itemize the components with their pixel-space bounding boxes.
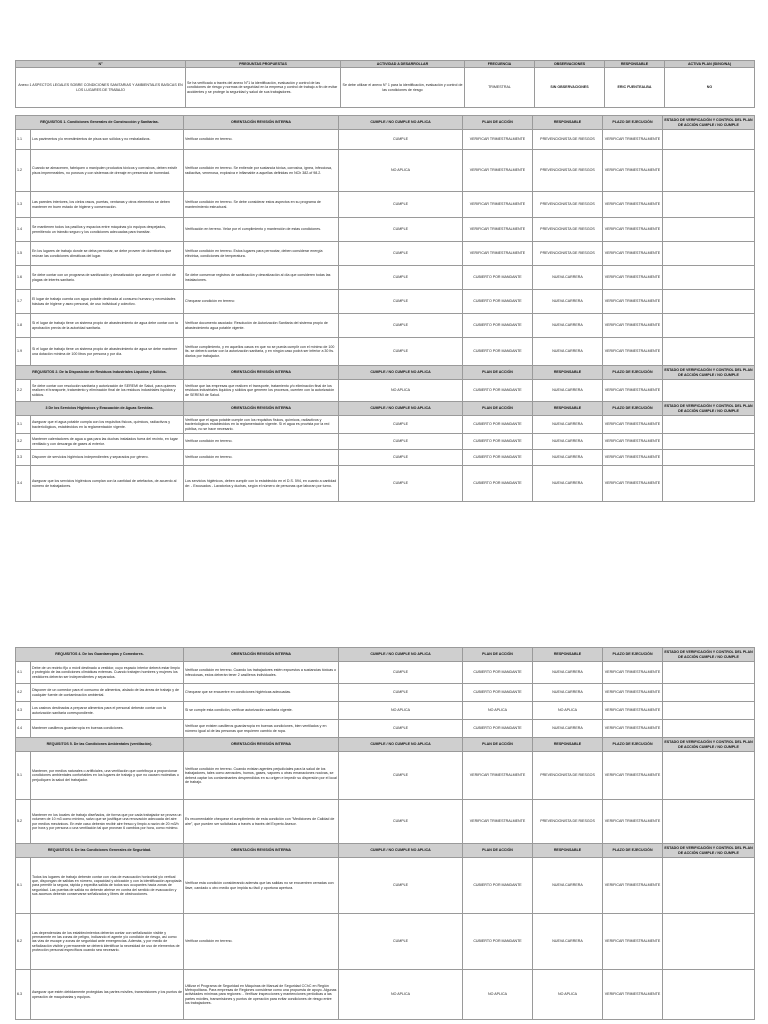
compliance-cell: NO APLICA bbox=[339, 380, 463, 402]
action-plan-cell: CUBIERTO POR MANDANTE bbox=[463, 662, 533, 684]
action-plan-cell: CUBIERTO POR MANDANTE bbox=[463, 314, 533, 338]
deadline-cell: VERIFICAR TRIMESTRALMENTE bbox=[603, 266, 663, 290]
orientation-cell: Si se cumple esta condición, verificar autorización sanitaria vigente. bbox=[184, 702, 339, 720]
deadline-cell: VERIFICAR TRIMESTRALMENTE bbox=[603, 970, 663, 1020]
requirement-cell: Los casinos destinados a preparar alimentos para el personal deberán contar con la autorización sanitaria correspondiente. bbox=[31, 702, 184, 720]
responsible-cell: NUEVA CARRERA bbox=[533, 662, 603, 684]
deadline-cell: VERIFICAR TRIMESTRALMENTE bbox=[603, 218, 663, 242]
responsible-cell: PREVENCIONISTA DE RIESGOS bbox=[533, 150, 603, 192]
status-cell bbox=[663, 450, 755, 466]
action-plan-cell: VERIFICAR TRIMESTRALMENTE bbox=[463, 130, 533, 150]
action-plan-cell: VERIFICAR TRIMESTRALMENTE bbox=[463, 242, 533, 266]
orientation-cell: Chequear condición en terreno bbox=[184, 290, 339, 314]
requirement-cell: Disponer de un comedor para el consumo de alimentos, aislado de las áreas de trabajo y de cualquier fuente de contaminación ambiental. bbox=[31, 684, 184, 702]
deadline-cell: VERIFICAR TRIMESTRALMENTE bbox=[603, 242, 663, 266]
table-row bbox=[16, 266, 755, 290]
responsible-cell: NUEVA CARRERA bbox=[533, 416, 603, 434]
responsible-cell: NUEVA CARRERA bbox=[533, 338, 603, 366]
deadline-cell: VERIFICAR TRIMESTRALMENTE bbox=[603, 466, 663, 502]
compliance-cell: CUMPLE bbox=[339, 434, 463, 450]
orientation-cell: Verificar condición en terreno. Se entiende por sustancia tóxica, corrosiva, ígnea, infecciosa, radiactiva, venenosa, explosiva e inflamable a aquellas definidas en NCh 382.of 98.2. bbox=[184, 150, 339, 192]
responsible-cell: NUEVA CARRERA bbox=[533, 290, 603, 314]
orientation-cell: Es recomendable chequear el cumplimiento de esta condición con "Mediciones de Calidad de aire", que pueden ser solicitadas a través a través del Experto Asesor. bbox=[184, 800, 339, 844]
responsible-header-cell: RESPONSABLE bbox=[533, 402, 603, 416]
action-plan-cell: VERIFICAR TRIMESTRALMENTE bbox=[463, 800, 533, 844]
table-row bbox=[16, 192, 755, 218]
action-plan-cell: CUBIERTO POR MANDANTE bbox=[463, 338, 533, 366]
compliance-cell: CUMPLE bbox=[339, 450, 463, 466]
summary-responsible-cell: ERIC FUENTEALBA bbox=[605, 68, 665, 108]
responsible-cell: PREVENCIONISTA DE RIESGOS bbox=[533, 752, 603, 800]
row-number-cell: 4.1 bbox=[16, 662, 31, 684]
responsible-header-cell: RESPONSABLE bbox=[533, 366, 603, 380]
status-header-cell: ESTADO DE VERIFICACIÓN Y CONTROL DEL PLAN DE ACCIÓN CUMPLE / NO CUMPLE bbox=[663, 366, 755, 380]
action-plan-cell: NO APLICA bbox=[463, 702, 533, 720]
responsible-header-cell: RESPONSABLE bbox=[533, 116, 603, 130]
row-number-cell: 5.1 bbox=[16, 752, 31, 800]
deadline-cell: VERIFICAR TRIMESTRALMENTE bbox=[603, 702, 663, 720]
compliance-cell: CUMPLE bbox=[339, 192, 463, 218]
orientation-header-cell: ORIENTACIÓN REVISIÓN INTERNA bbox=[184, 366, 339, 380]
row-number-cell: 3.4 bbox=[16, 466, 31, 502]
deadline-cell: VERIFICAR TRIMESTRALMENTE bbox=[603, 338, 663, 366]
status-cell bbox=[663, 266, 755, 290]
orientation-header-cell: ORIENTACIÓN REVISIÓN INTERNA bbox=[184, 402, 339, 416]
deadline-header-cell: PLAZO DE EJECUCIÓN bbox=[603, 116, 663, 130]
status-header-cell: ESTADO DE VERIFICACIÓN Y CONTROL DEL PLAN DE ACCIÓN CUMPLE / NO CUMPLE bbox=[663, 844, 755, 858]
deadline-cell: VERIFICAR TRIMESTRALMENTE bbox=[603, 130, 663, 150]
action-plan-header-cell: PLAN DE ACCIÓN bbox=[463, 844, 533, 858]
responsible-cell: PREVENCIONISTA DE RIESGOS bbox=[533, 242, 603, 266]
row-number-cell: 1.6 bbox=[16, 266, 31, 290]
orientation-cell: Verificar condición en terreno. bbox=[184, 434, 339, 450]
compliance-cell: CUMPLE bbox=[339, 684, 463, 702]
section-title-cell: REQUISITOS 5. De las Condiciones Ambientales (ventilación). bbox=[16, 738, 184, 752]
row-number-cell: 3.3 bbox=[16, 450, 31, 466]
row-number-cell: 1.4 bbox=[16, 218, 31, 242]
status-header-cell: ESTADO DE VERIFICACIÓN Y CONTROL DEL PLAN DE ACCIÓN CUMPLE / NO CUMPLE bbox=[663, 738, 755, 752]
summary-question-cell: Se ha verificado a través del anexo N°1 la identificación, evaluación y control de las condiciones de riesgo y normas de seguridad en la empresa y control de trabajo a fin de evitar accidentes y se protege la seguridad y salud de sus trabajadores. bbox=[186, 68, 341, 108]
section-header-row bbox=[16, 738, 755, 752]
deadline-header-cell: PLAZO DE EJECUCIÓN bbox=[603, 738, 663, 752]
status-cell bbox=[663, 338, 755, 366]
deadline-cell: VERIFICAR TRIMESTRALMENTE bbox=[603, 858, 663, 914]
requirement-cell: Asegurar que el agua potable cumpla con los requisitos físicos, químicos, radiactivos y bacteriológicos, establecidos en la reglamentación vigente. bbox=[31, 416, 184, 434]
requirement-cell: Si el lugar de trabajo tiene un sistema propio de abastecimiento de agua debe contar con la aprobación previa de la autoridad sanitaria. bbox=[31, 314, 184, 338]
deadline-cell: VERIFICAR TRIMESTRALMENTE bbox=[603, 662, 663, 684]
table-row bbox=[16, 684, 755, 702]
deadline-header-cell: PLAZO DE EJECUCIÓN bbox=[603, 844, 663, 858]
responsible-header-cell: RESPONSABLE bbox=[533, 738, 603, 752]
summary-header-cell: N° bbox=[16, 61, 186, 68]
requirement-cell: Mantener calentadores de agua a gas para las duchas instalados fuera del recinto, en lugar ventilado y con descarga de gases al exterior. bbox=[31, 434, 184, 450]
action-plan-cell: CUBIERTO POR MANDANTE bbox=[463, 434, 533, 450]
status-cell bbox=[663, 192, 755, 218]
row-number-cell: 1.3 bbox=[16, 192, 31, 218]
table-row bbox=[16, 338, 755, 366]
row-number-cell: 3.1 bbox=[16, 416, 31, 434]
orientation-cell: Verificación en terreno. Velar por el cumplimiento y mantención de estas condiciones. bbox=[184, 218, 339, 242]
responsible-cell: NUEVA CARRERA bbox=[533, 266, 603, 290]
row-number-cell: 1.8 bbox=[16, 314, 31, 338]
status-cell bbox=[663, 684, 755, 702]
orientation-cell: Verificar que existen casilleros guardarropía en buenas condiciones, bien ventilados y en número igual al de las personas que requieren cambio de ropa. bbox=[184, 720, 339, 738]
status-header-cell: ESTADO DE VERIFICACIÓN Y CONTROL DEL PLAN DE ACCIÓN CUMPLE / NO CUMPLE bbox=[663, 648, 755, 662]
status-cell bbox=[663, 858, 755, 914]
status-cell bbox=[663, 218, 755, 242]
orientation-header-cell: ORIENTACIÓN REVISIÓN INTERNA bbox=[184, 116, 339, 130]
row-number-cell: 4.4 bbox=[16, 720, 31, 738]
orientation-header-cell: ORIENTACIÓN REVISIÓN INTERNA bbox=[184, 648, 339, 662]
table-row bbox=[16, 970, 755, 1020]
summary-header-cell: OBSERVACIONES bbox=[535, 61, 605, 68]
table-row bbox=[16, 858, 755, 914]
orientation-cell: Verificar condición en terreno. Cuando los trabajadores estén expuestos a sustancias tóxicas o infecciosas, estos deberán tener 2 casilleros individuales. bbox=[184, 662, 339, 684]
compliance-cell: CUMPLE bbox=[339, 130, 463, 150]
action-plan-header-cell: PLAN DE ACCIÓN bbox=[463, 738, 533, 752]
responsible-header-cell: RESPONSABLE bbox=[533, 648, 603, 662]
action-plan-cell: VERIFICAR TRIMESTRALMENTE bbox=[463, 150, 533, 192]
table-row bbox=[16, 914, 755, 970]
compliance-cell: NO APLICA bbox=[339, 150, 463, 192]
compliance-cell: CUMPLE bbox=[339, 466, 463, 502]
action-plan-header-cell: PLAN DE ACCIÓN bbox=[463, 116, 533, 130]
action-plan-header-cell: PLAN DE ACCIÓN bbox=[463, 366, 533, 380]
section-header-row bbox=[16, 116, 755, 130]
summary-activity-cell: Se debe utilizar el anexo N° 1 para la identificación, evaluación y control de las condiciones de riesgo bbox=[341, 68, 465, 108]
responsible-cell: NUEVA CARRERA bbox=[533, 314, 603, 338]
responsible-cell: NO APLICA bbox=[533, 970, 603, 1020]
summary-header-cell: ACTIVIDAD A DESARROLLAR bbox=[341, 61, 465, 68]
requirement-cell: Asegurar que estén debidamente protegidas las partes móviles, transmisiones y los puntos de operación de maquinarias y equipos. bbox=[31, 970, 184, 1020]
compliance-cell: CUMPLE bbox=[339, 266, 463, 290]
orientation-cell: Utilizar el Programa de Seguridad en Máquinas de Manual de Seguridad CChC en Región Metropolitana. Para empresas de Regiones considerar como una propuesta de apoyo. Algunas actividades mínimas para regiones: - Verificar inspecciones y mantenciones periódicas a las partes móviles, transmisiones y puntos de operación para evitar condiciones de riesgo entre los trabajadores. bbox=[184, 970, 339, 1020]
orientation-cell: Verificar condición en terreno. Se debe considerar estos aspectos en su programa de mantenimiento estructural. bbox=[184, 192, 339, 218]
requirement-cell: Mantener, por medios naturales o artificiales, una ventilación que contribuya a proporcionar condiciones ambientales confortables en los lugares de trabajo y que no causen molestias o perjudiquen la salud del trabajador. bbox=[31, 752, 184, 800]
deadline-header-cell: PLAZO DE EJECUCIÓN bbox=[603, 402, 663, 416]
deadline-cell: VERIFICAR TRIMESTRALMENTE bbox=[603, 800, 663, 844]
status-cell bbox=[663, 752, 755, 800]
requirement-cell: Mantener casilleros guardarropía en buenas condiciones. bbox=[31, 720, 184, 738]
responsible-cell: PREVENCIONISTA DE RIESGOS bbox=[533, 192, 603, 218]
compliance-cell: CUMPLE bbox=[339, 858, 463, 914]
responsible-cell: NO APLICA bbox=[533, 702, 603, 720]
deadline-cell: VERIFICAR TRIMESTRALMENTE bbox=[603, 684, 663, 702]
requirement-cell: Se debe contar con resolución sanitaria y autorización de SEREMI de Salud, para quienes realicen el transporte, tratamiento y eliminación final de los residuos industriales líquidos y sólidos. bbox=[31, 380, 184, 402]
table-row bbox=[16, 450, 755, 466]
row-number-cell: 4.3 bbox=[16, 702, 31, 720]
table-row bbox=[16, 290, 755, 314]
compliance-cell: CUMPLE bbox=[339, 800, 463, 844]
action-plan-header-cell: PLAN DE ACCIÓN bbox=[463, 648, 533, 662]
requirement-cell: Las dependencias de los establecimientos deberán contar con señalización visible y permanente en las zonas de peligro, indicando el agente y/o condición de riesgo, así como las vías de escape y zonas de seguridad ante emergencias. Además, y por medio de señalización visible y permanente se deberá identificar la necesidad de uso de elementos de protección personal específicos cuando sea necesario. bbox=[31, 914, 184, 970]
row-number-cell: 1.7 bbox=[16, 290, 31, 314]
section-title-cell: REQUISITOS 4. De los Guardarropías y Comedores. bbox=[16, 648, 184, 662]
compliance-cell: NO APLICA bbox=[339, 702, 463, 720]
row-number-cell: 2.2 bbox=[16, 380, 31, 402]
summary-data-row bbox=[16, 68, 755, 108]
section-title-cell: REQUISITOS 6. De las Condiciones Generales de Seguridad. bbox=[16, 844, 184, 858]
requirements-table-page1 bbox=[15, 115, 755, 502]
status-header-cell: ESTADO DE VERIFICACIÓN Y CONTROL DEL PLAN DE ACCIÓN CUMPLE / NO CUMPLE bbox=[663, 402, 755, 416]
summary-header-row bbox=[16, 61, 755, 68]
orientation-cell: Verificar condición en terreno. Estos lugares para pernoctar, deben considerar energía eléctrica, condiciones de temperatura. bbox=[184, 242, 339, 266]
status-cell bbox=[663, 434, 755, 450]
status-header-cell: ESTADO DE VERIFICACIÓN Y CONTROL DEL PLAN DE ACCIÓN CUMPLE / NO CUMPLE bbox=[663, 116, 755, 130]
section-header-row bbox=[16, 844, 755, 858]
orientation-header-cell: ORIENTACIÓN REVISIÓN INTERNA bbox=[184, 738, 339, 752]
section-header-row bbox=[16, 402, 755, 416]
deadline-cell: VERIFICAR TRIMESTRALMENTE bbox=[603, 434, 663, 450]
deadline-cell: VERIFICAR TRIMESTRALMENTE bbox=[603, 450, 663, 466]
responsible-cell: PREVENCIONISTA DE RIESGOS bbox=[533, 218, 603, 242]
compliance-cell: CUMPLE bbox=[339, 242, 463, 266]
compliance-cell: CUMPLE bbox=[339, 914, 463, 970]
orientation-cell: Verificar cumplimiento, y en aquellos casos en que no se pueda cumplir con el mínimo de 100 lts. se deberá contar con la autorización sanitaria, y en ningún caso podrá ser inferior a 30 lts. diarios por trabajador. bbox=[184, 338, 339, 366]
deadline-cell: VERIFICAR TRIMESTRALMENTE bbox=[603, 416, 663, 434]
requirement-cell: Los pavimentos y/o revestimientos de pisos son sólidos y no resbaladizos. bbox=[31, 130, 184, 150]
compliance-cell: CUMPLE bbox=[339, 290, 463, 314]
action-plan-cell: VERIFICAR TRIMESTRALMENTE bbox=[463, 218, 533, 242]
status-cell bbox=[663, 242, 755, 266]
requirement-cell: Asegurar que los servicios higiénicos cumplan con la cantidad de artefactos, de acuerdo al número de trabajadores. bbox=[31, 466, 184, 502]
responsible-cell: PREVENCIONISTA DE RIESGOS bbox=[533, 800, 603, 844]
requirement-cell: Cuando se almacenen, fabriquen o manipulen productos tóxicos y corrosivos, deben existir pisos impermeables, no porosos y con sistemas de drenaje en presencia de humedad. bbox=[31, 150, 184, 192]
status-cell bbox=[663, 290, 755, 314]
deadline-header-cell: PLAZO DE EJECUCIÓN bbox=[603, 366, 663, 380]
status-cell bbox=[663, 416, 755, 434]
deadline-cell: VERIFICAR TRIMESTRALMENTE bbox=[603, 752, 663, 800]
compliance-header-cell: CUMPLE / NO CUMPLE NO APLICA bbox=[339, 844, 463, 858]
summary-table bbox=[15, 60, 755, 108]
summary-header-cell: ACTIVA PLAN (SI/NO/NA) bbox=[665, 61, 755, 68]
requirement-cell: Se mantienen todos los pasillos y espacios entre máquinas y/o equipos despejados, permitiendo un tránsito seguro y los condiciones adecuadas para transitar. bbox=[31, 218, 184, 242]
status-cell bbox=[663, 720, 755, 738]
deadline-cell: VERIFICAR TRIMESTRALMENTE bbox=[603, 380, 663, 402]
action-plan-cell: CUBIERTO POR MANDANTE bbox=[463, 466, 533, 502]
summary-header-cell: FRECUENCIA bbox=[465, 61, 535, 68]
status-cell bbox=[663, 914, 755, 970]
deadline-cell: VERIFICAR TRIMESTRALMENTE bbox=[603, 150, 663, 192]
action-plan-cell: CUBIERTO POR MANDANTE bbox=[463, 914, 533, 970]
responsible-cell: NUEVA CARRERA bbox=[533, 434, 603, 450]
deadline-cell: VERIFICAR TRIMESTRALMENTE bbox=[603, 314, 663, 338]
responsible-cell: NUEVA CARRERA bbox=[533, 914, 603, 970]
table-row bbox=[16, 150, 755, 192]
row-number-cell: 5.2 bbox=[16, 800, 31, 844]
section-title-cell: REQUISITOS 1. Condiciones Generales de Construcción y Sanitarias. bbox=[16, 116, 184, 130]
row-number-cell: 6.3 bbox=[16, 970, 31, 1020]
row-number-cell: 1.5 bbox=[16, 242, 31, 266]
responsible-cell: NUEVA CARRERA bbox=[533, 380, 603, 402]
status-cell bbox=[663, 314, 755, 338]
compliance-cell: CUMPLE bbox=[339, 720, 463, 738]
table-row bbox=[16, 752, 755, 800]
responsible-header-cell: RESPONSABLE bbox=[533, 844, 603, 858]
summary-header-cell: RESPONSABLE bbox=[605, 61, 665, 68]
responsible-cell: NUEVA CARRERA bbox=[533, 720, 603, 738]
orientation-header-cell: ORIENTACIÓN REVISIÓN INTERNA bbox=[184, 844, 339, 858]
deadline-cell: VERIFICAR TRIMESTRALMENTE bbox=[603, 290, 663, 314]
action-plan-cell: CUBIERTO POR MANDANTE bbox=[463, 684, 533, 702]
section-header-row bbox=[16, 366, 755, 380]
deadline-header-cell: PLAZO DE EJECUCIÓN bbox=[603, 648, 663, 662]
summary-header-cell: PREGUNTAS PROPUESTAS bbox=[186, 61, 341, 68]
table-row bbox=[16, 416, 755, 434]
orientation-cell: Los servicios higiénicos, deben cumplir con lo establecido en el D.S. 594, en cuanto a cantidad de: - Excusados - Lavatorios y duchas, según el número de personas que laboran por turno. bbox=[184, 466, 339, 502]
table-row bbox=[16, 380, 755, 402]
action-plan-cell: VERIFICAR TRIMESTRALMENTE bbox=[463, 192, 533, 218]
table-row bbox=[16, 314, 755, 338]
summary-plan-active-cell: NO bbox=[665, 68, 755, 108]
requirement-cell: Debe de un recinto fijo o móvil destinado a vestidor, cuyo espacio interior deberá estar limpio y protegido de las condiciones climáticas externas. Cuando trabajen hombres y mujeres los vestidores deberán ser independientes y separados. bbox=[31, 662, 184, 684]
table-row bbox=[16, 130, 755, 150]
deadline-cell: VERIFICAR TRIMESTRALMENTE bbox=[603, 192, 663, 218]
orientation-cell: Verificar documento asociado: Resolución de Autorización Sanitaria del sistema propio de abastecimiento agua potable vigente. bbox=[184, 314, 339, 338]
action-plan-cell: VERIFICAR TRIMESTRALMENTE bbox=[463, 752, 533, 800]
table-row bbox=[16, 662, 755, 684]
table-row bbox=[16, 242, 755, 266]
status-cell bbox=[663, 150, 755, 192]
orientation-cell: Verificar condición en terreno. Cuando existan agentes perjudiciales para la salud de los trabajadores, tales como aerosoles, humos, gases, vapores u otras emanaciones nocivas, se deberá captar los contaminantes desprendidos en su origen e impedir su dispersión por el local de trabajo. bbox=[184, 752, 339, 800]
action-plan-header-cell: PLAN DE ACCIÓN bbox=[463, 402, 533, 416]
table-row bbox=[16, 466, 755, 502]
row-number-cell: 1.2 bbox=[16, 150, 31, 192]
compliance-header-cell: CUMPLE / NO CUMPLE NO APLICA bbox=[339, 738, 463, 752]
summary-observations-cell: SIN OBSERVACIONES bbox=[535, 68, 605, 108]
compliance-cell: NO APLICA bbox=[339, 970, 463, 1020]
row-number-cell: 6.1 bbox=[16, 858, 31, 914]
table-row bbox=[16, 800, 755, 844]
requirement-cell: Disponer de servicios higiénicos independientes y separados por género. bbox=[31, 450, 184, 466]
requirement-cell: Si el lugar de trabajo tiene un sistema propio de abastecimiento de agua se debe mantener una dotación mínima de 100 litros por persona y por día. bbox=[31, 338, 184, 366]
status-cell bbox=[663, 466, 755, 502]
responsible-cell: NUEVA CARRERA bbox=[533, 684, 603, 702]
status-cell bbox=[663, 702, 755, 720]
row-number-cell: 6.2 bbox=[16, 914, 31, 970]
row-number-cell: 1.1 bbox=[16, 130, 31, 150]
section-header-row bbox=[16, 648, 755, 662]
action-plan-cell: CUBIERTO POR MANDANTE bbox=[463, 266, 533, 290]
compliance-cell: CUMPLE bbox=[339, 338, 463, 366]
status-cell bbox=[663, 970, 755, 1020]
summary-annex-cell: Anexo 1 ASPECTOS LEGALES SOBRE CONDICIONES SANITARIAS Y AMBIENTALES BASICAS EN LOS LUGARES DE TRABAJO bbox=[16, 68, 186, 108]
orientation-cell: Se debe conservar registros de sanitización y desratización al día que consideren todas las instalaciones. bbox=[184, 266, 339, 290]
section-title-cell: 3 De los Servicios Higiénicos y Evacuación de Aguas Servidas. bbox=[16, 402, 184, 416]
responsible-cell: NUEVA CARRERA bbox=[533, 450, 603, 466]
compliance-cell: CUMPLE bbox=[339, 662, 463, 684]
row-number-cell: 1.9 bbox=[16, 338, 31, 366]
requirement-cell: En los lugares de trabajo donde se deba pernoctar, se debe proveer de dormitorios que reúnan las condiciones climáticas del lugar. bbox=[31, 242, 184, 266]
section-title-cell: REQUISITOS 2. De la Disposición de Residuos Industriales Líquidos y Sólidos. bbox=[16, 366, 184, 380]
orientation-cell: Verificar esta condición considerando además que las salidas no se encuentren cerradas con llave, candado u otro medio que impida su fácil y oportuna apertura. bbox=[184, 858, 339, 914]
requirement-cell: Todos los lugares de trabajo deberán contar con vías de evacuación horizontal y/o vertical que, dispongan de salidas en número, capacidad y ubicación y con la identificación apropiada para permitir la segura, rápida y expedita salida de todos sus ocupantes hacia zonas de seguridad. Las puertas de salida no deberán abrirse en contra del sentido de evacuación y sus accesos deberán conservarse señalizados y libres de obstrucciones. bbox=[31, 858, 184, 914]
table-row bbox=[16, 720, 755, 738]
orientation-cell: Verificar condición en terreno. bbox=[184, 450, 339, 466]
orientation-cell: Verificar condición en terreno. bbox=[184, 130, 339, 150]
compliance-header-cell: CUMPLE / NO CUMPLE NO APLICA bbox=[339, 648, 463, 662]
orientation-cell: Verificar condición en terreno. bbox=[184, 914, 339, 970]
action-plan-cell: CUBIERTO POR MANDANTE bbox=[463, 380, 533, 402]
deadline-cell: VERIFICAR TRIMESTRALMENTE bbox=[603, 720, 663, 738]
responsible-cell: NUEVA CARRERA bbox=[533, 466, 603, 502]
compliance-cell: CUMPLE bbox=[339, 416, 463, 434]
action-plan-cell: CUBIERTO POR MANDANTE bbox=[463, 416, 533, 434]
action-plan-cell: NO APLICA bbox=[463, 970, 533, 1020]
responsible-cell: PREVENCIONISTA DE RIESGOS bbox=[533, 130, 603, 150]
compliance-cell: CUMPLE bbox=[339, 218, 463, 242]
requirement-cell: Las paredes interiores, los cielos rasos, puertas, ventanas y otros elementos se deben mantener en buen estado de higiene y conservación. bbox=[31, 192, 184, 218]
compliance-header-cell: CUMPLE / NO CUMPLE NO APLICA bbox=[339, 366, 463, 380]
summary-frequency-cell: TRIMESTRAL bbox=[465, 68, 535, 108]
orientation-cell: Verificar que el agua potable cumple con los requisitos físicos, químicos, radiactivos y bacteriológicos establecidos en la reglamentación vigente. Si el agua es provista por la red pública, no se hace necesario. bbox=[184, 416, 339, 434]
status-cell bbox=[663, 130, 755, 150]
deadline-cell: VERIFICAR TRIMESTRALMENTE bbox=[603, 914, 663, 970]
orientation-cell: Verificar que las empresas que realicen el transporte, tratamiento y/o eliminación final de los residuos industriales líquidos y sólidos que generen los procesos, cuenten con la autorización de SEREMI de Salud. bbox=[184, 380, 339, 402]
requirements-table-page2 bbox=[15, 647, 755, 1020]
action-plan-cell: CUBIERTO POR MANDANTE bbox=[463, 450, 533, 466]
orientation-cell: Chequear que se encuentre en condiciones higiénicas adecuadas. bbox=[184, 684, 339, 702]
compliance-header-cell: CUMPLE / NO CUMPLE NO APLICA bbox=[339, 116, 463, 130]
requirement-cell: Mantener en los locales de trabajo diseñados, de forma que por cada trabajador se provea un volumen de 10 m3 como mínimo, salvo que se justifique una renovación adecuada del aire por medios mecánicos. En este caso deberán recibir aire fresco y limpio a razón de 20 m3/h por hora y por persona o una ventilación tal que provean 6 cambios por hora, como mínimo. bbox=[31, 800, 184, 844]
compliance-cell: CUMPLE bbox=[339, 752, 463, 800]
table-row bbox=[16, 434, 755, 450]
action-plan-cell: CUBIERTO POR MANDANTE bbox=[463, 720, 533, 738]
status-cell bbox=[663, 662, 755, 684]
status-cell bbox=[663, 380, 755, 402]
responsible-cell: NUEVA CARRERA bbox=[533, 858, 603, 914]
compliance-header-cell: CUMPLE / NO CUMPLE NO APLICA bbox=[339, 402, 463, 416]
compliance-cell: CUMPLE bbox=[339, 314, 463, 338]
status-cell bbox=[663, 800, 755, 844]
row-number-cell: 4.2 bbox=[16, 684, 31, 702]
action-plan-cell: CUBIERTO POR MANDANTE bbox=[463, 858, 533, 914]
requirement-cell: Se debe contar con un programa de sanitización y desratización que asegure el control de plagas de interés sanitario. bbox=[31, 266, 184, 290]
row-number-cell: 3.2 bbox=[16, 434, 31, 450]
table-row bbox=[16, 218, 755, 242]
action-plan-cell: CUBIERTO POR MANDANTE bbox=[463, 290, 533, 314]
requirement-cell: El lugar de trabajo cuenta con agua potable destinada al consumo humano y necesidades básicas de higiene y aseo personal, de uso individual y colectivo. bbox=[31, 290, 184, 314]
table-row bbox=[16, 702, 755, 720]
